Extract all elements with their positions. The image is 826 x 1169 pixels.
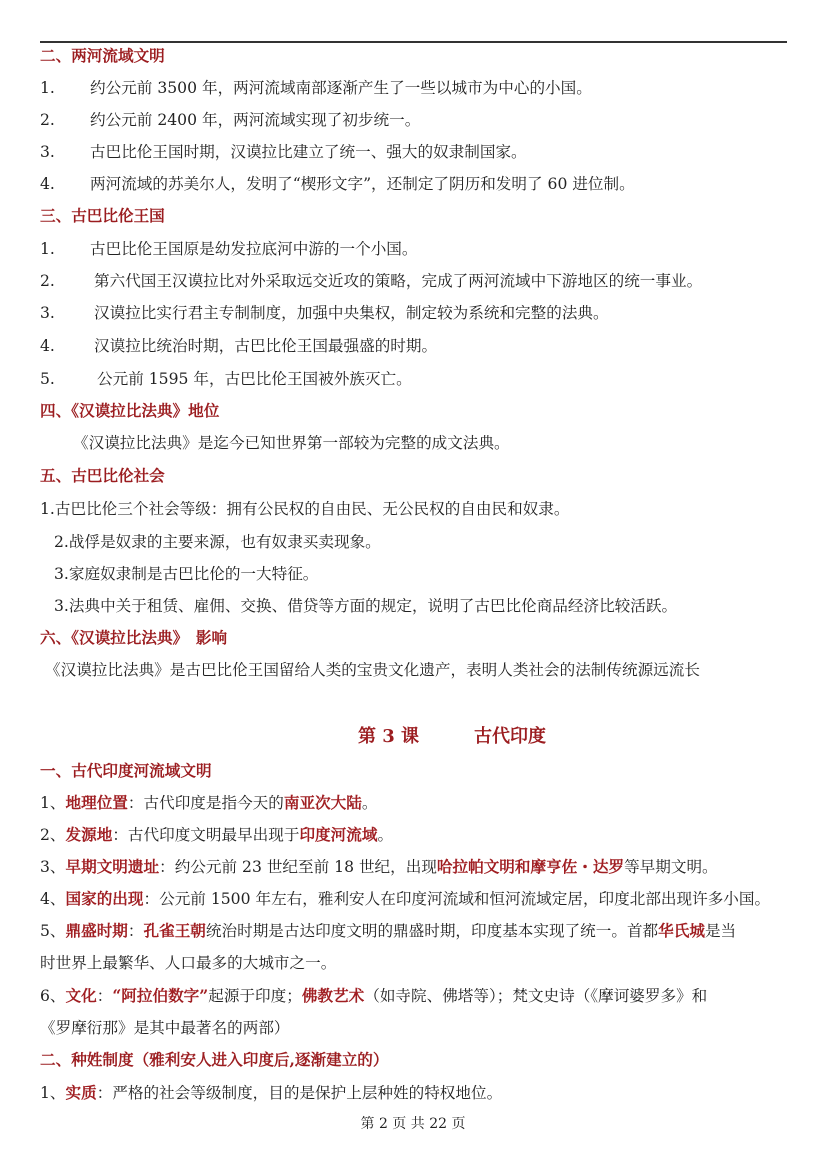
text-segment: 三、古巴比伦王国 (40, 206, 165, 225)
list-item (54, 532, 381, 552)
list-item (54, 596, 677, 616)
list-item (40, 142, 527, 162)
list-item (54, 564, 318, 584)
section-heading (40, 206, 165, 226)
text-segment: ： (127, 922, 144, 940)
item-number: 4. (40, 337, 55, 355)
highlighted-term: 印度河流域 (299, 825, 378, 844)
section-heading (40, 466, 165, 486)
item-number: 3. (40, 143, 55, 161)
list-item (40, 953, 336, 973)
text-segment: 2.战俘是奴隶的主要来源，也有奴隶买卖现象。 (54, 533, 381, 551)
list-item (40, 303, 609, 323)
text-segment: 1.古巴比伦三个社会等级：拥有公民权的自由民、无公民权的自由民和奴隶。 (40, 500, 570, 518)
highlighted-term: 文化 (65, 986, 97, 1005)
lesson-number: 第 3 课 (358, 726, 420, 747)
text-segment: 6、 (40, 987, 66, 1005)
header-rule (40, 41, 787, 43)
text-segment: 1、 (40, 1084, 66, 1102)
text-segment: （如寺院、佛塔等）；梵文史诗（《摩诃婆罗多》和 (364, 987, 708, 1005)
text-segment: 2、 (40, 826, 66, 844)
item-number: 2. (40, 111, 55, 129)
text-segment: 3、 (40, 858, 66, 876)
highlighted-term: “阿拉伯数字” (112, 986, 209, 1005)
item-number: 4. (40, 175, 55, 193)
text-segment: 4、 (40, 890, 66, 908)
text-segment: 六、《汉谟拉比法典》 影响 (40, 628, 228, 647)
highlighted-term: 孔雀王朝 (143, 921, 206, 940)
text-segment: ：约公元前 23 世纪至前 18 世纪，出现 (159, 858, 437, 876)
text-segment: 等早期文明。 (624, 858, 718, 876)
lesson-title: 古代印度 (474, 726, 546, 747)
highlighted-term: 佛教艺术 (301, 986, 365, 1005)
highlighted-term: 华氏城 (658, 921, 705, 940)
text-segment: ：公元前 1500 年左右，雅利安人在印度河流域和恒河流域定居，印度北部出现许多小国。 (143, 890, 771, 908)
list-item (40, 889, 770, 909)
text-segment: 起源于印度； (208, 987, 302, 1005)
list-item (40, 825, 393, 845)
list-item (40, 110, 420, 130)
highlighted-term: 实质 (65, 1083, 97, 1102)
text-segment: 二、种姓制度（雅利安人进入印度后,逐渐建立的） (40, 1050, 389, 1069)
text-segment: 。 (377, 826, 394, 844)
list-item (40, 1018, 290, 1038)
section-heading (40, 401, 219, 421)
list-item (40, 336, 437, 356)
text-segment: 3.家庭奴隶制是古巴比伦的一大特征。 (54, 565, 319, 583)
text-segment: 统治时期是古达印度文明的鼎盛时期，印度基本实现了统一。首都 (205, 922, 659, 940)
text-segment: 约公元前 3500 年，两河流域南部逐渐产生了一些以城市为中心的小国。 (90, 79, 592, 97)
text-segment: 两河流域的苏美尔人，发明了“楔形文字”，还制定了阴历和发明了 60 进位制。 (90, 175, 635, 193)
text-segment: 古巴比伦王国时期，汉谟拉比建立了统一、强大的奴隶制国家。 (90, 143, 527, 161)
list-item (73, 433, 510, 453)
list-item (40, 369, 412, 389)
list-item (40, 857, 718, 877)
item-number: 3. (40, 304, 55, 322)
section-heading (40, 628, 227, 648)
text-segment: 汉谟拉比统治时期，古巴比伦王国最强盛的时期。 (94, 337, 438, 355)
page-footer: 第 2 页 共 22 页 (360, 1116, 466, 1132)
highlighted-term: 哈拉帕文明和摩亨佐・达罗 (436, 857, 625, 876)
item-number: 2. (40, 272, 55, 290)
highlighted-term: 南亚次大陆 (283, 793, 362, 812)
item-number: 5. (40, 370, 55, 388)
highlighted-term: 国家的出现 (65, 889, 144, 908)
list-item (40, 793, 377, 813)
section-heading (40, 1050, 389, 1070)
text-segment: 《罗摩衍那》是其中最著名的两部） (40, 1019, 290, 1037)
list-item (45, 660, 700, 680)
text-segment: 《汉谟拉比法典》是迄今已知世界第一部较为完整的成文法典。 (73, 434, 510, 452)
list-item (40, 239, 417, 259)
highlighted-term: 地理位置 (65, 793, 128, 812)
text-segment: 《汉谟拉比法典》是古巴比伦王国留给人类的宝贵文化遗产，表明人类社会的法制传统源远流长 (45, 661, 700, 679)
text-segment: 五、古巴比伦社会 (40, 466, 165, 485)
text-segment: 四、《汉谟拉比法典》地位 (40, 401, 220, 420)
highlighted-term: 早期文明遗址 (65, 857, 160, 876)
list-item (40, 271, 702, 291)
text-segment: ： (96, 987, 113, 1005)
text-segment: ：古代印度是指今天的 (127, 794, 284, 812)
text-segment: 汉谟拉比实行君主专制制度，加强中央集权，制定较为系统和完整的法典。 (94, 304, 609, 322)
text-segment: 3.法典中关于租赁、雇佣、交换、借贷等方面的规定，说明了古巴比伦商品经济比较活跃。 (54, 597, 678, 615)
text-segment: 。 (361, 794, 378, 812)
text-segment: 时世界上最繁华、人口最多的大城市之一。 (40, 954, 337, 972)
text-segment: 第六代国王汉谟拉比对外采取远交近攻的策略，完成了两河流域中下游地区的统一事业。 (94, 272, 703, 290)
text-segment: 古巴比伦王国原是幼发拉底河中游的一个小国。 (90, 240, 418, 258)
text-segment: 是当 (704, 922, 737, 940)
text-segment: 5、 (40, 922, 66, 940)
text-segment: 二、两河流域文明 (40, 46, 165, 65)
text-segment: 1、 (40, 794, 66, 812)
highlighted-term: 发源地 (65, 825, 113, 844)
section-heading (40, 46, 165, 66)
highlighted-term: 鼎盛时期 (65, 921, 128, 940)
list-item (40, 499, 569, 519)
text-segment: 一、古代印度河流域文明 (40, 761, 212, 780)
item-number: 1. (40, 79, 55, 97)
text-segment: ：严格的社会等级制度，目的是保护上层种姓的特权地位。 (96, 1084, 503, 1102)
section-heading (40, 761, 212, 781)
text-segment: 约公元前 2400 年，两河流域实现了初步统一。 (90, 111, 421, 129)
list-item (40, 986, 707, 1006)
list-item (40, 1083, 502, 1103)
text-segment: 公元前 1595 年，古巴比伦王国被外族灭亡。 (97, 370, 412, 388)
text-segment: ：古代印度文明最早出现于 (112, 826, 300, 844)
item-number: 1. (40, 240, 55, 258)
list-item (40, 921, 736, 941)
list-item (40, 174, 635, 194)
list-item (40, 78, 592, 98)
